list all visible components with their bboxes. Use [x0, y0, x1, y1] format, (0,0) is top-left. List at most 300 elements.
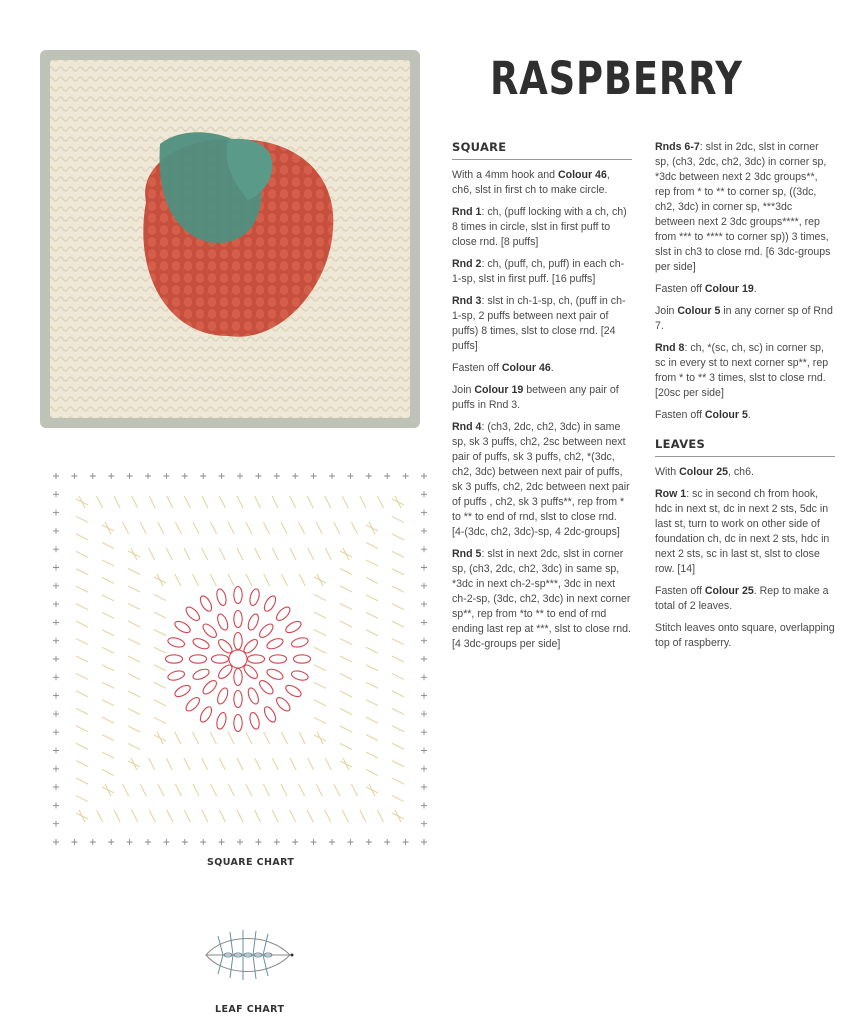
chart-dc-stitch [366, 595, 378, 601]
chart-dc-stitch [76, 708, 88, 714]
chart-dc-stitch [392, 708, 404, 714]
instruction-text: between any pair of puffs in Rnd 3. [452, 384, 619, 411]
chart-dc-stitch [343, 548, 349, 560]
chart-sc-mark [200, 839, 206, 845]
chart-dc-stitch [202, 496, 208, 508]
chart-sc-mark [53, 711, 59, 717]
chart-sc-mark [421, 546, 427, 552]
chart-puff-stitch [215, 588, 228, 607]
chart-dc-stitch [102, 787, 114, 793]
chart-sc-mark [421, 638, 427, 644]
chart-puff-stitch [234, 669, 242, 686]
chart-dc-stitch [392, 761, 404, 767]
chart-dc-stitch [340, 761, 352, 767]
chart-dc-stitch [76, 534, 88, 540]
chart-dc-stitch [76, 761, 88, 767]
chart-dc-stitch [154, 700, 166, 706]
chart-dc-stitch [317, 574, 323, 586]
chart-dc-stitch [377, 496, 383, 508]
chart-puff-stitch [262, 705, 278, 724]
chart-sc-mark [200, 473, 206, 479]
chart-dc-stitch [299, 784, 305, 796]
chart-dc-stitch [340, 586, 352, 592]
chart-puff-stitch [265, 667, 284, 681]
instruction-paragraph [452, 168, 632, 198]
chart-sc-mark [384, 839, 390, 845]
chart-dc-stitch [340, 709, 352, 715]
chart-sc-mark [255, 473, 261, 479]
chart-dc-stitch [325, 810, 331, 822]
square-chart-label: SQUARE CHART [207, 857, 295, 868]
square-instructions [452, 168, 632, 652]
chart-dc-stitch [76, 621, 88, 627]
instruction-text: : ch, (puff, ch, puff) in each ch-1-sp, slst in first puff. [16 puffs] [452, 258, 625, 285]
chart-dc-stitch [340, 674, 352, 680]
chart-dc-stitch [290, 548, 296, 560]
chart-sc-mark [421, 674, 427, 680]
chart-puff-stitch [173, 619, 192, 635]
chart-dc-stitch [154, 595, 166, 601]
chart-dc-stitch [102, 525, 114, 531]
chart-puff-stitch [274, 695, 292, 713]
chart-dc-stitch [76, 516, 88, 522]
chart-dc-stitch [97, 496, 103, 508]
chart-dc-stitch [366, 560, 378, 566]
chart-dc-stitch [392, 778, 404, 784]
chart-dc-stitch [237, 548, 243, 560]
chart-dc-stitch [149, 496, 155, 508]
chart-dc-stitch [102, 647, 114, 653]
chart-dc-stitch [102, 770, 114, 776]
chart-dc-stitch [281, 784, 287, 796]
chart-sc-mark [421, 491, 427, 497]
chart-sc-mark [421, 583, 427, 589]
chart-dc-stitch [210, 574, 216, 586]
instruction-text: Fasten off [655, 283, 705, 295]
chart-sc-mark [421, 693, 427, 699]
chart-sc-mark [292, 473, 298, 479]
chart-dc-stitch [342, 496, 348, 508]
chart-dc-stitch [299, 522, 305, 534]
chart-dc-stitch [76, 586, 88, 592]
leaf-chart [198, 924, 298, 986]
chart-dc-stitch [290, 758, 296, 770]
chart-dc-stitch [102, 612, 114, 618]
instruction-keyword: Rnd 3 [452, 295, 482, 307]
chart-dc-stitch [392, 726, 404, 732]
chart-dc-stitch [314, 735, 326, 741]
chart-dc-stitch [114, 496, 120, 508]
chart-puff-stitch [198, 705, 214, 724]
chart-dc-stitch [167, 810, 173, 822]
chart-dc-stitch [219, 810, 225, 822]
instruction-text: . Rep to make a total of 2 leaves. [655, 585, 829, 612]
chart-dc-stitch [140, 522, 146, 534]
chart-sc-mark [421, 802, 427, 808]
chart-dc-stitch [299, 732, 305, 744]
chart-dc-stitch [114, 810, 120, 822]
pattern-title: RASPBERRY [490, 52, 743, 105]
chart-sc-mark [127, 473, 133, 479]
chart-sc-mark [163, 473, 169, 479]
chart-sc-mark [53, 546, 59, 552]
chart-dc-stitch [325, 758, 331, 770]
instruction-text: : (ch3, 2dc, ch2, 3dc) in same sp, sk 3 puffs, ch2, 2sc between next pair of puffs, sk 3 puffs, ch2, *(3dc, ch2, 3dc) between next pair of puffs, sk 3 puffs, ch2, 2dc between next pair of puffs , ch2, sk 3 puffs**, rep from * to ** to end of rnd, slst to close rnd. [4-(3dc, ch2, 3dc)-sp, 4 2dc-groups] [452, 421, 630, 538]
chart-dc-stitch [76, 569, 88, 575]
chart-dc-stitch [314, 700, 326, 706]
chart-dc-stitch [366, 752, 378, 758]
instruction-text: Stitch leaves onto square, overlapping top of raspberry. [655, 622, 835, 649]
chart-dc-stitch [175, 522, 181, 534]
chart-dc-stitch [366, 770, 378, 776]
chart-dc-stitch [140, 784, 146, 796]
chart-sc-mark [237, 473, 243, 479]
chart-puff-stitch [192, 667, 211, 681]
instruction-text: , ch6. [728, 466, 754, 478]
chart-dc-stitch [128, 674, 140, 680]
chart-sc-mark [53, 583, 59, 589]
chart-dc-stitch [128, 604, 140, 610]
chart-dc-stitch [154, 612, 166, 618]
instruction-paragraph [452, 257, 632, 287]
chart-sc-mark [421, 784, 427, 790]
chart-dc-stitch [184, 496, 190, 508]
chart-dc-stitch [211, 522, 217, 534]
chart-sc-mark [329, 839, 335, 845]
chart-dc-stitch [128, 726, 140, 732]
chart-dc-stitch [395, 496, 401, 508]
chart-sc-mark [53, 656, 59, 662]
chart-dc-stitch [366, 577, 378, 583]
chart-puff-stitch [248, 655, 265, 663]
instruction-text: . [550, 362, 554, 374]
instruction-paragraph [452, 383, 632, 413]
chart-dc-stitch [392, 551, 404, 557]
chart-dc-stitch [264, 574, 270, 586]
chart-dc-stitch [325, 496, 331, 508]
chart-sc-mark [421, 766, 427, 772]
chart-sc-mark [53, 748, 59, 754]
instruction-paragraph [452, 294, 632, 354]
instruction-keyword: Colour 5 [677, 305, 721, 317]
chart-dc-stitch [392, 639, 404, 645]
chart-puff-stitch [234, 611, 242, 628]
chart-dc-stitch [128, 761, 140, 767]
instruction-paragraph [655, 487, 835, 577]
instruction-keyword: Colour 46 [501, 362, 551, 374]
chart-dc-stitch [128, 656, 140, 662]
instruction-text: . [747, 409, 751, 421]
chart-dc-stitch [314, 612, 326, 618]
chart-puff-stitch [257, 678, 275, 696]
chart-puff-stitch [262, 594, 278, 613]
instruction-paragraph [655, 621, 835, 651]
chart-dc-stitch [228, 784, 234, 796]
chart-dc-stitch [392, 813, 404, 819]
chart-sc-mark [421, 601, 427, 607]
instruction-text: Fasten off [452, 362, 502, 374]
chart-dc-stitch [263, 522, 269, 534]
chart-dc-stitch [366, 647, 378, 653]
chart-dc-stitch [237, 758, 243, 770]
instruction-paragraph [655, 584, 835, 614]
chart-puff-stitch [270, 655, 287, 663]
chart-puff-stitch [215, 712, 228, 731]
chart-dc-stitch [154, 577, 166, 583]
instruction-keyword: Colour 19 [474, 384, 524, 396]
chart-dc-stitch [340, 639, 352, 645]
chart-sc-mark [53, 491, 59, 497]
instructions-column-1 [452, 140, 632, 659]
chart-dc-stitch [149, 810, 155, 822]
chart-dc-stitch [316, 784, 322, 796]
chart-dc-stitch [366, 630, 378, 636]
chart-dc-stitch [392, 656, 404, 662]
chart-dc-stitch [102, 752, 114, 758]
chart-dc-stitch [219, 758, 225, 770]
chart-puff-stitch [246, 686, 260, 705]
chart-dc-stitch [255, 548, 261, 560]
instruction-keyword: Row 1 [655, 488, 687, 500]
chart-dc-stitch [392, 516, 404, 522]
chart-dc-stitch [102, 717, 114, 723]
chart-sc-mark [53, 510, 59, 516]
chart-dc-stitch [76, 551, 88, 557]
instruction-paragraph [452, 205, 632, 250]
chart-dc-stitch [307, 810, 313, 822]
chart-puff-stitch [167, 636, 186, 649]
chart-dc-stitch [123, 784, 129, 796]
chart-sc-mark [274, 473, 280, 479]
chart-puff-stitch [173, 683, 192, 699]
chart-dc-stitch [255, 758, 261, 770]
chart-puff-stitch [216, 686, 230, 705]
instruction-keyword: Rnd 5 [452, 548, 482, 560]
chart-sc-mark [71, 473, 77, 479]
chart-dc-stitch [392, 534, 404, 540]
chart-sc-mark [384, 473, 390, 479]
chart-dc-stitch [175, 732, 181, 744]
chart-sc-mark [108, 839, 114, 845]
instruction-text: : slst in 2dc, slst in corner sp, (ch3, 2dc, ch2, 3dc) in corner sp, *3dc between next 2 3dc groups**, rep from * to ** to corner sp, ((3dc, ch2, 3dc) in corner sp, ***3dc between next 2 3dc groups****, rep from *** to **** to corner sp)) 3 times, slst in ch3 to close rnd. [6 3dc-groups per side] [655, 141, 831, 273]
chart-dc-stitch [76, 499, 88, 505]
chart-sc-mark [53, 473, 59, 479]
chart-sc-mark [237, 839, 243, 845]
chart-dc-stitch [314, 717, 326, 723]
chart-sc-mark [108, 473, 114, 479]
chart-dc-stitch [325, 548, 331, 560]
chart-dc-stitch [76, 796, 88, 802]
chart-sc-mark [182, 839, 188, 845]
instruction-text: With [655, 466, 680, 478]
chart-dc-stitch [154, 735, 166, 741]
chart-puff-stitch [192, 637, 211, 651]
chart-puff-stitch [201, 622, 219, 640]
chart-dc-stitch [202, 548, 208, 560]
chart-dc-stitch [392, 691, 404, 697]
chart-dc-stitch [392, 743, 404, 749]
chart-dc-stitch [167, 496, 173, 508]
chart-dc-stitch [211, 784, 217, 796]
chart-puff-stitch [167, 669, 186, 682]
chart-sc-mark [53, 802, 59, 808]
chart-puff-stitch [284, 619, 303, 635]
chart-dc-stitch [166, 758, 172, 770]
chart-dc-stitch [237, 810, 243, 822]
chart-dc-stitch [102, 560, 114, 566]
instruction-text: : ch, (puff locking with a ch, ch) 8 times in circle, slst in first puff to close rnd. [8 puffs] [452, 206, 627, 248]
chart-dc-stitch [308, 548, 314, 560]
chart-dc-stitch [392, 621, 404, 627]
chart-dc-stitch [97, 810, 103, 822]
chart-dc-stitch [128, 569, 140, 575]
instruction-paragraph [655, 465, 835, 480]
square-instructions-continued [655, 140, 835, 423]
instruction-text: , ch6, slst in first ch to make circle. [452, 169, 610, 196]
chart-dc-stitch [184, 758, 190, 770]
chart-dc-stitch [76, 604, 88, 610]
chart-puff-stitch [291, 669, 310, 682]
chart-dc-stitch [76, 673, 88, 679]
chart-dc-stitch [360, 496, 366, 508]
chart-puff-stitch [234, 691, 242, 708]
chart-sc-mark [182, 473, 188, 479]
instruction-paragraph [655, 140, 835, 275]
chart-puff-stitch [248, 588, 261, 607]
chart-dc-stitch [377, 810, 383, 822]
chart-dc-stitch [340, 744, 352, 750]
instruction-paragraph [655, 282, 835, 297]
chart-sc-mark [53, 839, 59, 845]
chart-sc-mark [421, 729, 427, 735]
chart-dc-stitch [314, 665, 326, 671]
chart-puff-stitch [248, 712, 261, 731]
chart-dc-stitch [175, 784, 181, 796]
instruction-paragraph [452, 420, 632, 540]
chart-puff-stitch [274, 605, 292, 623]
chart-sc-mark [421, 656, 427, 662]
chart-dc-stitch [366, 787, 378, 793]
chart-dc-stitch [154, 682, 166, 688]
chart-sc-mark [53, 528, 59, 534]
chart-dc-stitch [193, 522, 199, 534]
chart-dc-stitch [193, 784, 199, 796]
chart-dc-stitch [158, 522, 164, 534]
square-chart [40, 462, 440, 857]
chart-dc-stitch [263, 784, 269, 796]
chart-dc-stitch [149, 758, 155, 770]
chart-sc-mark [53, 601, 59, 607]
chart-sc-mark [347, 473, 353, 479]
chart-dc-stitch [210, 732, 216, 744]
instruction-text: : ch, *(sc, ch, sc) in corner sp, sc in every st to next corner sp**, rep from * to ** 3 times, slst to close rnd. [20sc per side] [655, 342, 829, 399]
chart-dc-stitch [340, 604, 352, 610]
chart-center-ring [229, 650, 247, 668]
chart-puff-stitch [190, 655, 207, 663]
chart-dc-stitch [193, 574, 199, 586]
chart-puff-stitch [166, 655, 183, 663]
chart-dc-stitch [307, 496, 313, 508]
chart-dc-stitch [351, 784, 357, 796]
leaves-instructions [655, 465, 835, 651]
chart-dc-stitch [369, 522, 375, 534]
chart-dc-stitch [392, 569, 404, 575]
instruction-paragraph [452, 547, 632, 652]
chart-dc-stitch [366, 542, 378, 548]
chart-sc-mark [53, 766, 59, 772]
chart-dc-stitch [76, 813, 88, 819]
instruction-keyword: Colour 5 [704, 409, 748, 421]
chart-sc-mark [90, 839, 96, 845]
chart-sc-mark [403, 473, 409, 479]
instructions-column-2 [655, 140, 835, 658]
chart-dc-stitch [308, 758, 314, 770]
chart-dc-stitch [154, 665, 166, 671]
chart-dc-stitch [102, 682, 114, 688]
chart-sc-mark [421, 510, 427, 516]
chart-dc-stitch [184, 810, 190, 822]
chart-dc-stitch [184, 548, 190, 560]
chart-sc-mark [421, 748, 427, 754]
chart-sc-mark [71, 839, 77, 845]
chart-puff-stitch [234, 715, 242, 732]
chart-sc-mark [53, 565, 59, 571]
chart-dc-stitch [193, 732, 199, 744]
chart-sc-mark [53, 638, 59, 644]
chart-dc-stitch [237, 496, 243, 508]
chart-dc-stitch [76, 656, 88, 662]
chart-sc-mark [403, 839, 409, 845]
leaves-heading: LEAVES [655, 437, 835, 457]
chart-dc-stitch [281, 732, 287, 744]
instruction-text: Fasten off [655, 585, 705, 597]
chart-dc-stitch [334, 522, 340, 534]
chart-puff-stitch [212, 655, 229, 663]
instruction-text: Join [655, 305, 678, 317]
chart-sc-mark [311, 473, 317, 479]
chart-dc-stitch [219, 548, 225, 560]
chart-dc-stitch [102, 595, 114, 601]
chart-dc-stitch [102, 700, 114, 706]
chart-dc-stitch [228, 732, 234, 744]
chart-dc-stitch [392, 673, 404, 679]
chart-dc-stitch [128, 691, 140, 697]
chart-dc-stitch [351, 522, 357, 534]
chart-dc-stitch [281, 574, 287, 586]
chart-dc-stitch [202, 758, 208, 770]
chart-dc-stitch [366, 735, 378, 741]
chart-dc-stitch [314, 595, 326, 601]
chart-dc-stitch [392, 586, 404, 592]
chart-dc-stitch [366, 665, 378, 671]
chart-dc-stitch [314, 682, 326, 688]
chart-dc-stitch [76, 691, 88, 697]
leaf-chart-label: LEAF CHART [215, 1004, 285, 1015]
chart-dc-stitch [149, 548, 155, 560]
chart-puff-stitch [216, 613, 230, 632]
chart-dc-stitch [246, 522, 252, 534]
chart-sc-mark [145, 839, 151, 845]
chart-sc-mark [219, 839, 225, 845]
chart-dc-stitch [102, 630, 114, 636]
chart-sc-mark [421, 565, 427, 571]
chart-puff-stitch [294, 655, 311, 663]
instruction-paragraph [655, 341, 835, 401]
chart-sc-mark [421, 528, 427, 534]
chart-sc-mark [145, 473, 151, 479]
chart-sc-mark [366, 839, 372, 845]
chart-sc-mark [53, 784, 59, 790]
